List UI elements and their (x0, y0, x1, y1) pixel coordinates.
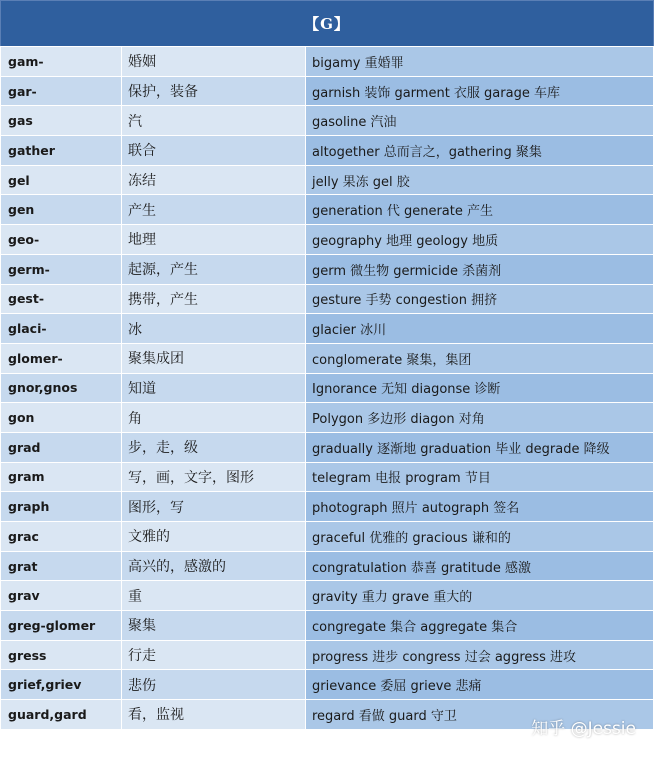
meaning-cell: 婚姻 (122, 47, 306, 77)
table-row (1, 136, 654, 166)
examples-cell: Polygon 多边形 diagon 对角 (306, 403, 654, 433)
meaning-cell: 知道 (122, 373, 306, 403)
examples-cell: gravity 重力 grave 重大的 (306, 581, 654, 611)
word-root-table (0, 46, 654, 730)
examples-cell: bigamy 重婚罪 (306, 47, 654, 77)
meaning-cell: 角 (122, 403, 306, 433)
meaning-cell: 聚集 (122, 611, 306, 641)
examples-cell: glacier 冰川 (306, 314, 654, 344)
meaning-cell: 写，画，文字，图形 (122, 462, 306, 492)
root-cell: graph (1, 492, 122, 522)
table-row (1, 373, 654, 403)
meaning-cell: 图形，写 (122, 492, 306, 522)
table-body (1, 47, 654, 730)
table-row (1, 314, 654, 344)
root-cell: gest- (1, 284, 122, 314)
examples-cell: grievance 委屈 grieve 悲痛 (306, 670, 654, 700)
root-cell: grat (1, 551, 122, 581)
table-header (0, 0, 654, 46)
table-row (1, 403, 654, 433)
examples-cell: gasoline 汽油 (306, 106, 654, 136)
root-cell: guard,gard (1, 700, 122, 730)
meaning-cell: 冰 (122, 314, 306, 344)
meaning-cell: 起源，产生 (122, 254, 306, 284)
examples-cell: telegram 电报 program 节目 (306, 462, 654, 492)
meaning-cell: 悲伤 (122, 670, 306, 700)
examples-cell: geography 地理 geology 地质 (306, 225, 654, 255)
table-row (1, 284, 654, 314)
root-cell: glomer- (1, 343, 122, 373)
examples-cell: congregate 集合 aggregate 集合 (306, 611, 654, 641)
header-title: 【G】 (304, 15, 350, 33)
root-cell: glaci- (1, 314, 122, 344)
table-row (1, 432, 654, 462)
meaning-cell: 冻结 (122, 165, 306, 195)
root-cell: gram (1, 462, 122, 492)
meaning-cell: 重 (122, 581, 306, 611)
examples-cell: gesture 手势 congestion 拥挤 (306, 284, 654, 314)
root-cell: gen (1, 195, 122, 225)
root-cell: grac (1, 522, 122, 552)
meaning-cell: 携带，产生 (122, 284, 306, 314)
table-row (1, 551, 654, 581)
root-cell: gar- (1, 76, 122, 106)
examples-cell: congratulation 恭喜 gratitude 感激 (306, 551, 654, 581)
watermark: 知乎 @Jessie (531, 719, 636, 739)
examples-cell: graceful 优雅的 gracious 谦和的 (306, 522, 654, 552)
examples-cell: germ 微生物 germicide 杀菌剂 (306, 254, 654, 284)
root-cell: gon (1, 403, 122, 433)
root-cell: grief,griev (1, 670, 122, 700)
examples-cell: altogether 总而言之，gathering 聚集 (306, 136, 654, 166)
root-cell: gam- (1, 47, 122, 77)
examples-cell: Ignorance 无知 diagonse 诊断 (306, 373, 654, 403)
root-cell: grad (1, 432, 122, 462)
root-cell: geo- (1, 225, 122, 255)
table-row (1, 522, 654, 552)
meaning-cell: 产生 (122, 195, 306, 225)
examples-cell: progress 进步 congress 过会 aggress 进攻 (306, 640, 654, 670)
table-row (1, 106, 654, 136)
meaning-cell: 高兴的，感激的 (122, 551, 306, 581)
meaning-cell: 步，走，级 (122, 432, 306, 462)
root-cell: greg-glomer (1, 611, 122, 641)
examples-cell: garnish 装饰 garment 衣服 garage 车库 (306, 76, 654, 106)
table-row (1, 225, 654, 255)
root-cell: gather (1, 136, 122, 166)
table-row (1, 254, 654, 284)
table-row (1, 343, 654, 373)
examples-cell: conglomerate 聚集，集团 (306, 343, 654, 373)
meaning-cell: 看，监视 (122, 700, 306, 730)
root-cell: gress (1, 640, 122, 670)
examples-cell: regard 看做 guard 守卫 (306, 700, 654, 730)
table-row (1, 195, 654, 225)
examples-cell: gradually 逐渐地 graduation 毕业 degrade 降级 (306, 432, 654, 462)
table-row (1, 581, 654, 611)
table-row (1, 165, 654, 195)
meaning-cell: 行走 (122, 640, 306, 670)
meaning-cell: 文雅的 (122, 522, 306, 552)
table-row (1, 640, 654, 670)
meaning-cell: 汽 (122, 106, 306, 136)
root-cell: gnor,gnos (1, 373, 122, 403)
examples-cell: jelly 果冻 gel 胶 (306, 165, 654, 195)
meaning-cell: 地理 (122, 225, 306, 255)
root-cell: gel (1, 165, 122, 195)
table-row (1, 611, 654, 641)
meaning-cell: 联合 (122, 136, 306, 166)
examples-cell: photograph 照片 autograph 签名 (306, 492, 654, 522)
meaning-cell: 聚集成团 (122, 343, 306, 373)
table-row (1, 47, 654, 77)
table-row (1, 492, 654, 522)
root-cell: germ- (1, 254, 122, 284)
examples-cell: generation 代 generate 产生 (306, 195, 654, 225)
table-row (1, 670, 654, 700)
table-row (1, 76, 654, 106)
table-row (1, 462, 654, 492)
root-cell: grav (1, 581, 122, 611)
meaning-cell: 保护，装备 (122, 76, 306, 106)
root-cell: gas (1, 106, 122, 136)
